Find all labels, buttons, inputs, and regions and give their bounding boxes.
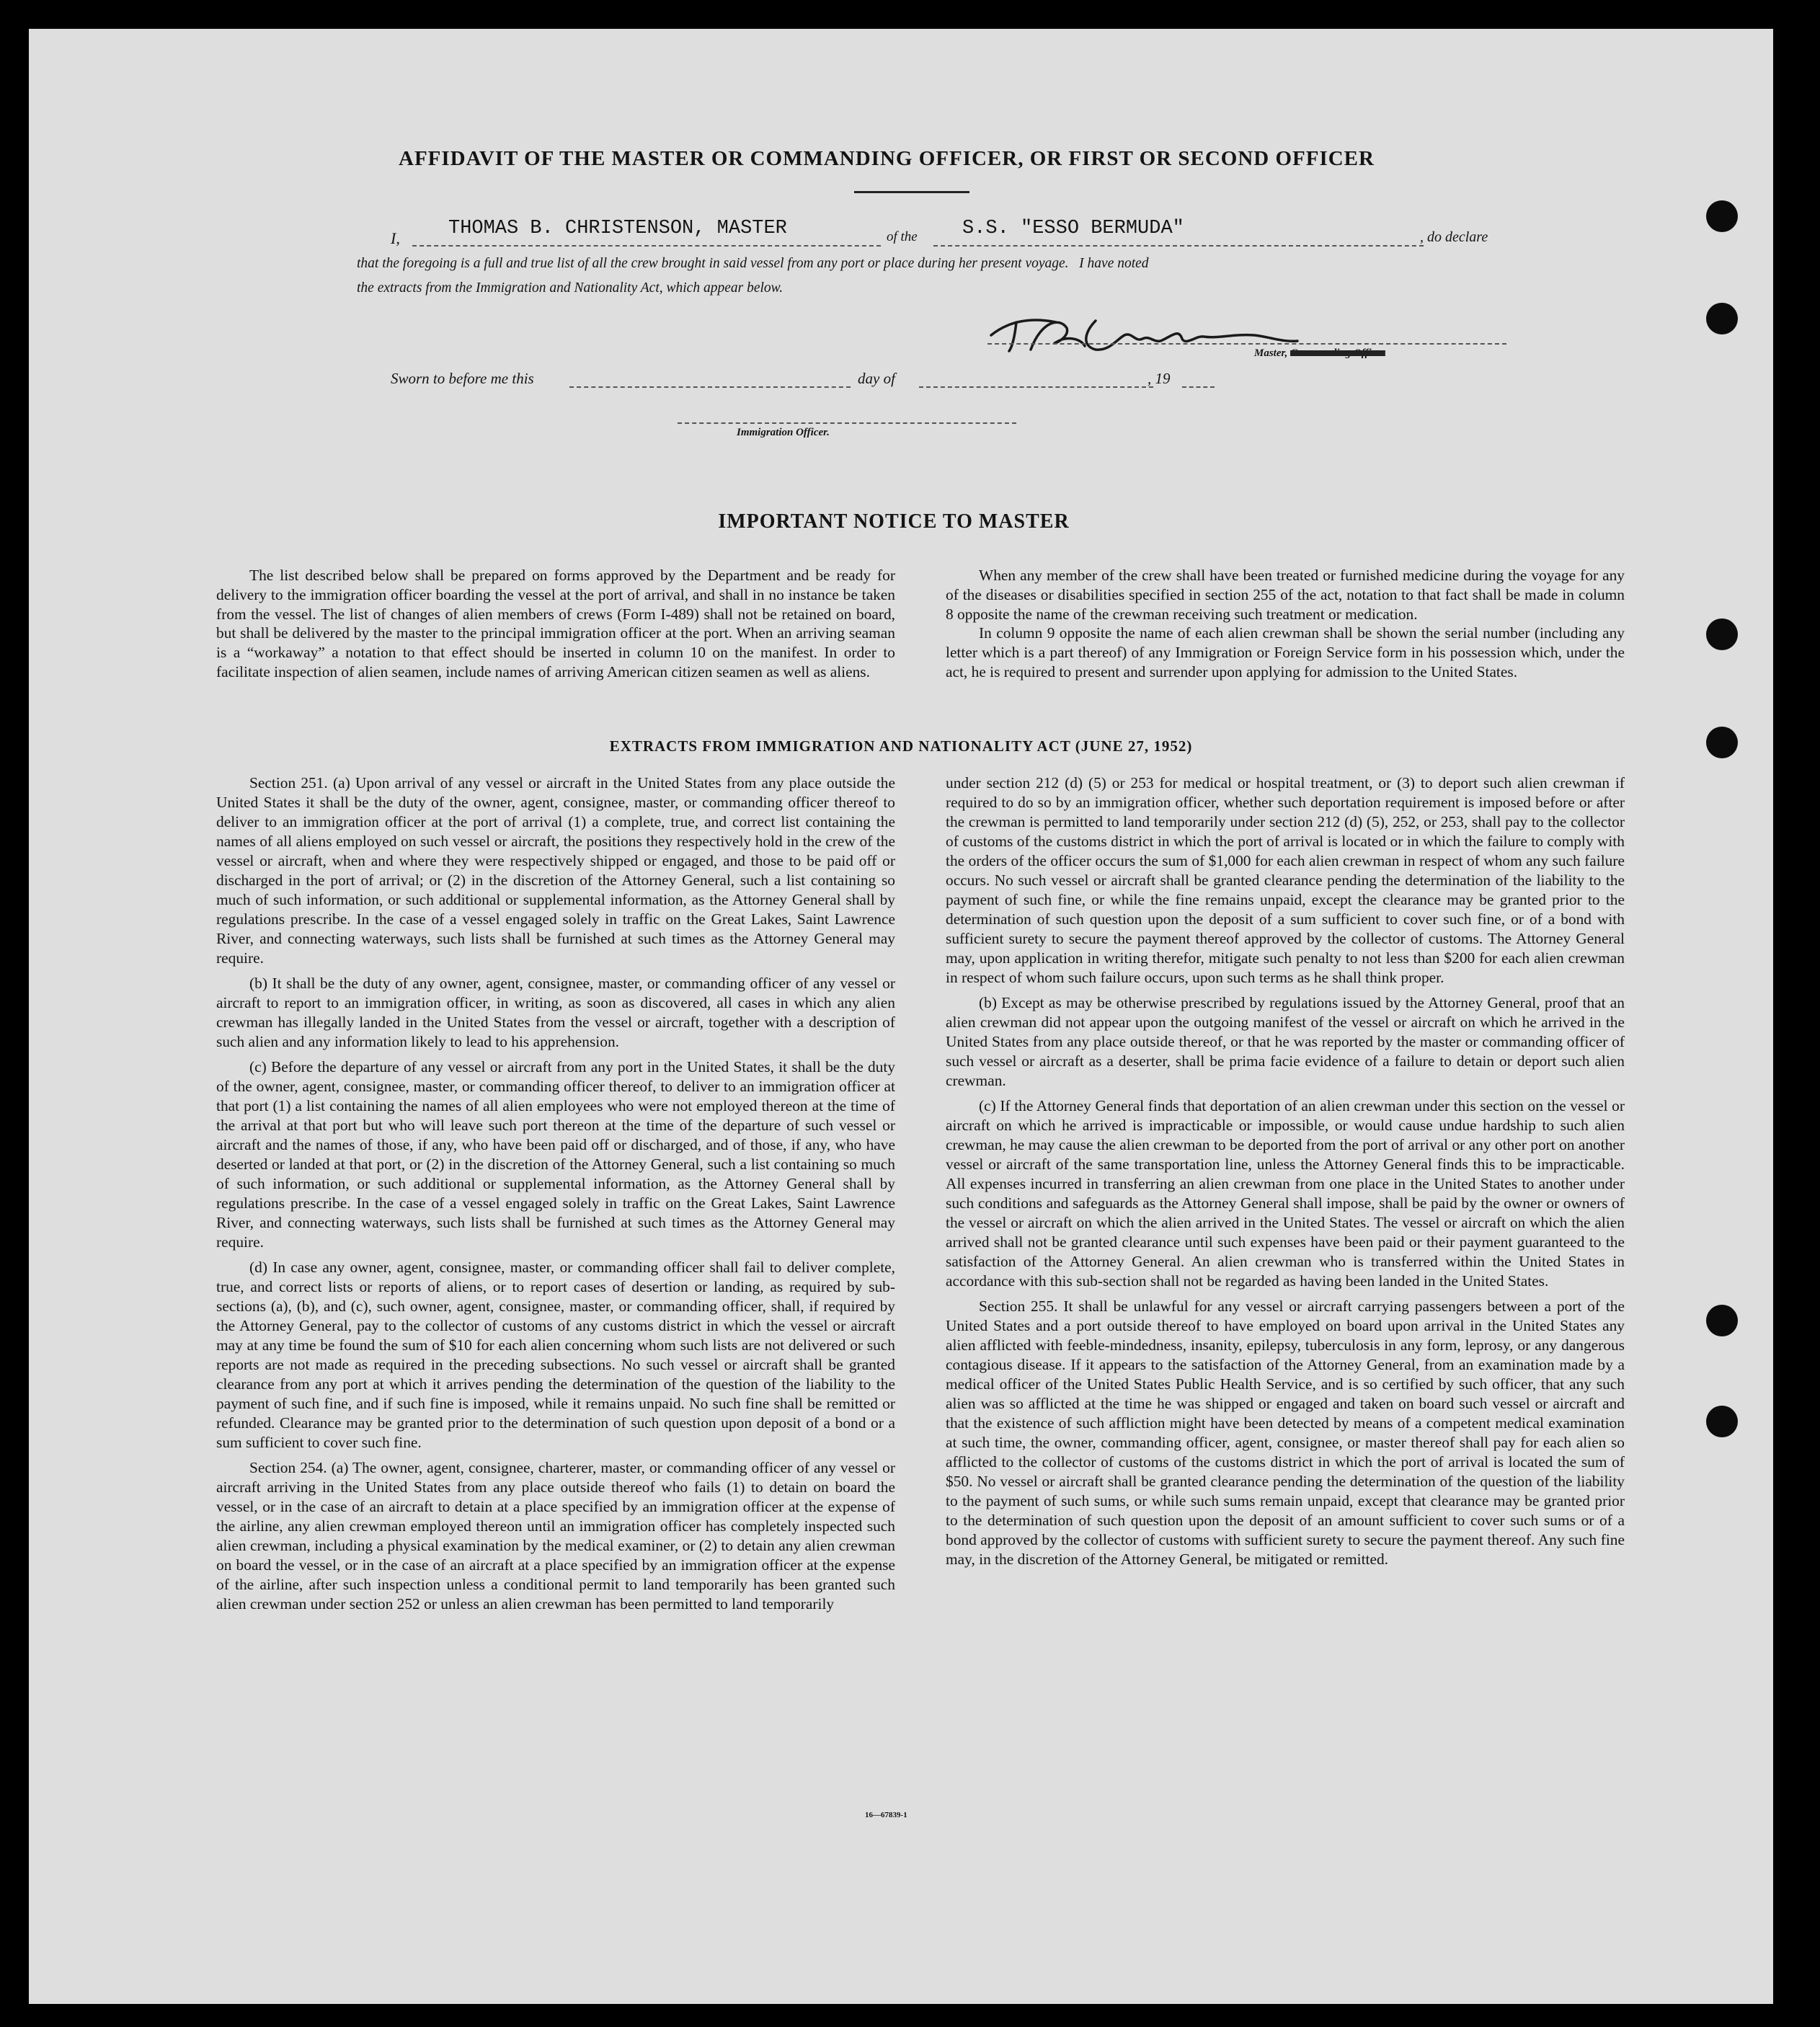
notice-right-para-2: In column 9 opposite the name of each alien crewman shall be shown the serial number (including any letter which is a part thereof) of any Immigration or Foreign Service form in his possession which, under the act, he is required to present and surrender upon applying for admission to the United States.: [946, 624, 1625, 680]
officer-line: [678, 422, 1016, 424]
year-line: [1182, 386, 1215, 388]
section-255: Section 255. It shall be unlawful for any vessel or aircraft carrying passengers between a port of the United States and a port outside thereof to have employed on board upon arrival in the United States any alien afflicted with feeble-mindedness, insanity, epilepsy, tuberculosis in any form, leprosy, or any dangerous contagious disease. If it appears to the satisfaction of the Attorney General, from an examination made by a medical officer of the United States Public Health Service, and is so certified by such officer, that any such alien was so afflicted at the time he was shipped or engaged and taken on board such vessel or aircraft and that the existence of such affliction might have been detected by means of a competent medical examination at such time, the owner, commanding officer, agent, consignee, or master thereof shall pay for each alien so afflicted to the collector of customs of the customs district in which the port of arrival is located the sum of $50. No vessel or aircraft shall be granted clearance pending the determination of the question of the liability to the payment of such sums, or while such sums remain unpaid, except that clearance may be granted prior to the determination of such question upon the deposit of an amount sufficient to cover such sums or of a bond approved by the collector of customs with sufficient surety to secure the payment thereof. Any such fine may, in the discretion of the Attorney General, be mitigated or remitted.: [946, 1298, 1625, 1568]
extracts-right-column: [946, 773, 1625, 1575]
vessel-name: S.S. "ESSO BERMUDA": [962, 218, 1184, 239]
punch-hole-6: [1706, 1406, 1738, 1437]
declare-suffix: , do declare: [1420, 229, 1488, 245]
section-251-b: (b) It shall be the duty of any owner, agent, consignee, master, or commanding officer of any vessel or aircraft to report to an immigration officer, in writing, as soon as discovered, all cases in which any alien crewman has illegally landed in the United States from the vessel or aircraft, together with a description of such alien and any information likely to lead to his apprehension.: [216, 975, 895, 1050]
section-254-b: (b) Except as may be otherwise prescribed by regulations issued by the Attorney General, proof that an alien crewman did not appear upon the outgoing manifest of the vessel or aircraft on which he arrived in the United States from any place outside thereof, or that he was reported by the master or commanding officer of such vessel or aircraft as a deserter, shall be prima facie evidence of a failure to detain or deport such alien crewman.: [946, 994, 1625, 1089]
declaration-prefix: I,: [391, 229, 400, 247]
declaration-line-3: the extracts from the Immigration and Nationality Act, which appear below.: [357, 280, 784, 296]
struck-caption: Commanding Officer: [1290, 347, 1385, 359]
section-254-c: (c) If the Attorney General finds that deportation of an alien crewman under this section on the vessel or aircraft on which he arrived is impracticable or impossible, or would cause undue hardship to such alien crewman, he may cause the alien crewman to be deported from the port of arrival or any other port on another vessel or aircraft of the same transportation line, unless the Attorney General finds this to be impracticable. All expenses incurred in transferring an alien crewman from one place in the United States to another under such conditions and safeguards as the Attorney General shall impose, shall be paid by the owner or owners of the vessel or aircraft on which the alien arrived in the United States. The vessel or aircraft on which the alien arrived shall not be granted clearance until such expenses have been paid or their payment guaranteed to the satisfaction of the Attorney General. An alien crewman who is transferred within the United States in accordance with this sub-section shall not be regarded as having been landed in the United States.: [946, 1097, 1625, 1290]
section-254-a-cont: under section 212 (d) (5) or 253 for medical or hospital treatment, or (3) to deport such alien crewman if required to do so by an immigration officer, whether such deportation requirement is imposed before or after the crewman is permitted to land temporarily under section 212 (d) (5), 252, or 253, shall pay to the collector of customs of the customs district in which the port of arrival is located or in which the failure to comply with the orders of the officer occurs the sum of $1,000 for each alien crewman in respect of whom any such failure occurs. No such vessel or aircraft shall be granted clearance pending the determination of the liability to the payment of such fine, or while the fine remains unpaid, except the clearance may be granted prior to the determination of such question upon the deposit of a sum sufficient to cover such fine, or of a bond with sufficient surety to secure the payment thereof approved by the collector of customs. The Attorney General may, upon application in writing therefor, mitigate such penalty to not less than $200 for each alien crewman in respect of whom such failure occurs, upon such terms as he shall think proper.: [946, 774, 1625, 986]
extracts-left-column: [216, 773, 895, 1620]
sworn-label: Sworn to before me this: [391, 370, 534, 387]
declaration-line-2: that the foregoing is a full and true list of all the crew brought in said vessel from any port or place during her present voyage. I have noted: [357, 256, 1149, 271]
master-caption: Master,: [1254, 347, 1288, 359]
affidavit-title: AFFIDAVIT OF THE MASTER OR COMMANDING OFFICER, OR FIRST OR SECOND OFFICER: [399, 147, 1375, 170]
declarant-name: THOMAS B. CHRISTENSON, MASTER: [448, 218, 787, 239]
punch-hole-3: [1706, 618, 1738, 650]
officer-label: Immigration Officer.: [737, 427, 830, 438]
declarant-line: [412, 245, 881, 247]
extracts-title: EXTRACTS FROM IMMIGRATION AND NATIONALITY ACT (JUNE 27, 1952): [609, 737, 1193, 755]
section-251-d: (d) In case any owner, agent, consignee, master, or commanding officer shall fail to deliver complete, true, and correct lists or reports of aliens, or to report cases of desertion or landing, as required by sub-sections (a), (b), and (c), such owner, agent, consignee, master, or commanding officer, shall, if required by the Attorney General, pay to the collector of customs of any customs district in which the vessel or aircraft may at any time be found the sum of $10 for each alien concerning whom such lists are not delivered or such reports are not made as required in the preceding subsections. No such vessel or aircraft shall be granted clearance from any port at which it arrives pending the determination of the question of the liability to the payment of such fine, and if such fine is imposed, while it remains unpaid. No such fine shall be remitted or refunded. Clearance may be granted prior to the determination of such question upon deposit of a bond or a sum sufficient to cover such fine.: [216, 1259, 895, 1451]
day-of-label: day of: [858, 370, 895, 387]
notice-left-text: The list described below shall be prepared on forms approved by the Department and be ready for delivery to the immigration officer boarding the vessel at the port of arrival, and shall in no instance be taken from the vessel. The list of changes of alien members of crews (Form I-489) shall not be retained on board, but shall be delivered by the master to the principal immigration officer at the port. When an arriving seaman is a “workaway” a notation to that effect should be inserted in column 10 on the manifest. In order to facilitate inspection of alien seamen, include names of arriving American citizen seamen as well as aliens.: [216, 567, 895, 680]
signature-caption: [1254, 347, 1385, 360]
vessel-line: [933, 245, 1424, 247]
notice-title: IMPORTANT NOTICE TO MASTER: [718, 510, 1070, 533]
title-rule: [854, 191, 969, 193]
sworn-date-line: [569, 386, 851, 388]
notice-right-para-1: When any member of the crew shall have been treated or furnished medicine during the voyage for any of the diseases or disabilities specified in section 255 of the act, notation to that fact shall be made in column 8 opposite the name of the crewman receiving such treatment or medication.: [946, 567, 1625, 623]
punch-hole-2: [1706, 303, 1738, 334]
signature-line: [987, 343, 1506, 345]
section-254-a: Section 254. (a) The owner, agent, consignee, charterer, master, or commanding officer of any vessel or aircraft arriving in the United States from any place outside thereof who fails (1) to detain on board the vessel, or in the case of an aircraft to detain at a place specified by an immigration officer at the expense of the airline, any alien crewman employed thereon until an immigration officer has completely inspected such alien crewman, including a physical examination by the medical examiner, or (2) to detain any alien crewman on board the vessel, or in the case of an aircraft at a place specified by an immigration officer at the expense of the airline, after such inspection unless a conditional permit to land temporarily has been granted such alien crewman under section 252 or unless an alien crewman has been permitted to land temporarily: [216, 1459, 895, 1613]
punch-hole-5: [1706, 1305, 1738, 1336]
section-251-a: Section 251. (a) Upon arrival of any vessel or aircraft in the United States from any place outside the United States it shall be the duty of the owner, agent, consignee, master, or commanding officer thereof to deliver to an immigration officer at the port of arrival (1) a complete, true, and correct list containing the names of all aliens employed on such vessel or aircraft, the positions they respectively hold in the crew of the vessel or aircraft, when and where they were respectively shipped or engaged, and those to be paid off or discharged in the port of arrival; or (2) in the discretion of the Attorney General, such a list containing so much of such information, or such additional or supplemental information, as the Attorney General shall by regulations prescribe. In the case of a vessel engaged solely in traffic on the Great Lakes, Saint Lawrence River, and connecting waterways, such lists shall be furnished at such times as the Attorney General may require.: [216, 774, 895, 967]
sworn-month-line: [919, 386, 1153, 388]
form-code: 16—67839-1: [865, 1811, 907, 1819]
notice-right: [946, 566, 1625, 682]
notice-left: [216, 566, 895, 682]
section-251-c: (c) Before the departure of any vessel or aircraft from any port in the United States, it shall be the duty of the owner, agent, consignee, master, or commanding officer thereof, to deliver to an immigration officer at that port (1) a list containing the names of all alien employees who were not employed thereon at the time of the arrival at that port but who will leave such port thereon at the time of the departure of such vessel or aircraft and the names of those, if any, who have been paid off or discharged, and of those, if any, who have deserted or landed at that port, or (2) in the discretion of the Attorney General, such a list containing so much of such information, or such additional or supplemental information, as the Attorney General shall by regulations prescribe. In the case of a vessel engaged solely in traffic on the Great Lakes, Saint Lawrence River, and connecting waterways, such lists shall be furnished at such times as the Attorney General may require.: [216, 1058, 895, 1251]
punch-hole-1: [1706, 200, 1738, 232]
year-label: , 19: [1148, 370, 1171, 387]
of-label: of the: [887, 229, 918, 244]
document-sheet: [29, 29, 1773, 2004]
